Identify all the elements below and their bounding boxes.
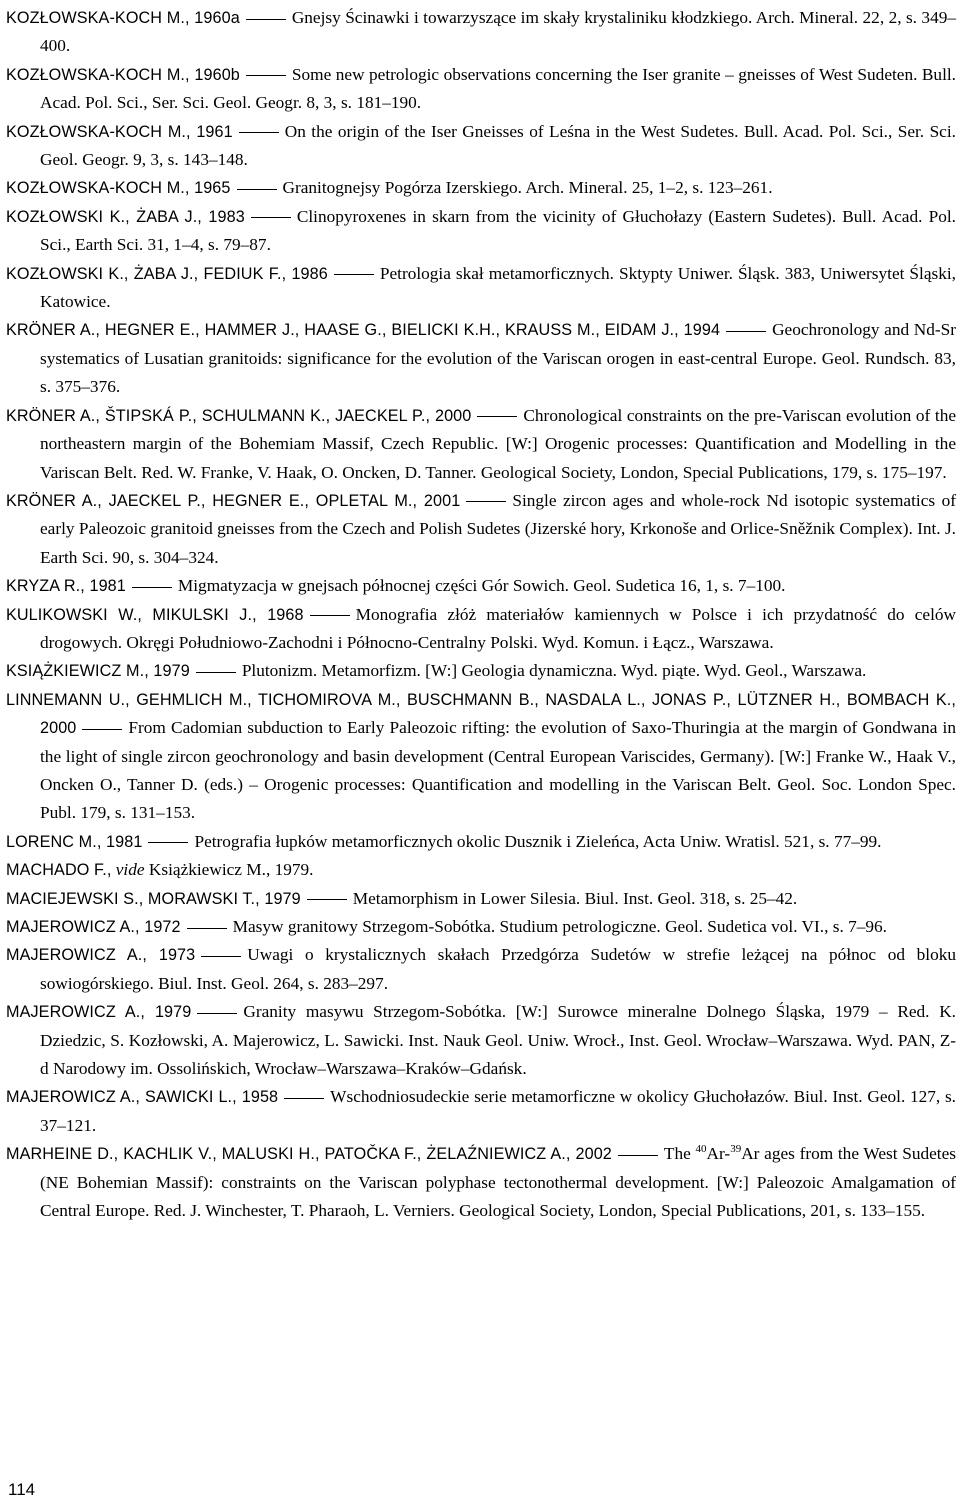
- reference-authors: KRÖNER A., ŠTIPSKÁ P., SCHULMANN K., JAECKEL P.: [6, 406, 426, 425]
- em-dash: [251, 217, 291, 218]
- reference-text: Petrografia łupków metamorficznych okolic Dusznik i Zieleńca, Acta Uniw. Wratisl. 521, s. 77–99.: [194, 831, 882, 851]
- reference-entry: [6, 203, 956, 260]
- reference-authors: LINNEMANN U., GEHMLICH M., TICHOMIROVA M., BUSCHMANN B., NASDALA L., JONAS P., LÜTZNER H., BOMBACH K.: [6, 690, 952, 709]
- em-dash: [239, 132, 279, 133]
- reference-year: ,: [106, 861, 112, 880]
- superscript-39: 39: [730, 1143, 742, 1156]
- reference-year: , 1983: [197, 207, 245, 226]
- reference-authors: LORENC M.: [6, 832, 97, 851]
- isotope-ar: Ar-: [706, 1144, 731, 1164]
- em-dash: [132, 587, 172, 588]
- reference-text: Petrologia skał metamorficznych. Sktypty Uniwer. Śląsk. 383, Uniwersytet Śląski, Katowice.: [40, 263, 956, 312]
- reference-text: Masyw granitowy Strzegom-Sobótka. Studium petrologiczne. Geol. Sudetica vol. VI., s. 7–96.: [232, 917, 887, 936]
- em-dash: [187, 928, 227, 929]
- reference-year: , 1994: [674, 321, 721, 340]
- reference-entry: [6, 61, 956, 118]
- em-dash: [201, 956, 241, 957]
- reference-year: , 1973: [142, 946, 196, 965]
- reference-vide: vide: [115, 860, 145, 880]
- reference-entry: [6, 118, 956, 175]
- reference-entry: [6, 572, 956, 600]
- reference-text: Książkiewicz M., 1979.: [148, 860, 314, 880]
- reference-text: Some new petrologic observations concerning the Iser granite – gneisses of West Sudeten. Bull. Acad. Pol. Sci., Ser. Sci. Geol. Geogr. 8, 3, s. 181–190.: [40, 64, 956, 113]
- em-dash: [246, 19, 286, 20]
- reference-year: , 1960a: [184, 9, 240, 27]
- reference-year: , 1972: [135, 918, 181, 936]
- reference-text: Ar ages from the West Sudetes (NE Bohemian Massif): constraints on the Variscan polyphase tectonothermal development. [W:] Paleozoic Amalgamation of Central Europe. Red. J. Winchester, T. Pharaoh, L. Verniers. Geological Society, London, Special Publications, 201, s. 133–155.: [40, 1144, 957, 1221]
- em-dash: [477, 416, 517, 417]
- reference-authors: MACHADO F.: [6, 861, 107, 880]
- reference-authors: KRYZA R.: [6, 577, 81, 596]
- reference-year: , 2002: [565, 1145, 612, 1164]
- reference-entry: [6, 174, 956, 202]
- reference-authors: MARHEINE D., KACHLIK V., MALUSKI H., PATOČKA F., ŻELAŹNIEWICZ A.: [6, 1145, 566, 1164]
- reference-authors: KOZŁOWSKA-KOCH M.: [6, 122, 186, 141]
- reference-entry: [6, 885, 956, 913]
- reference-entry: [6, 686, 956, 828]
- reference-authors: KOZŁOWSKI K., ŻABA J., FEDIUK F.: [6, 264, 282, 283]
- reference-authors: KULIKOWSKI W., MIKULSKI J.: [6, 605, 253, 624]
- reference-year: , 2000: [425, 406, 472, 425]
- em-dash: [82, 729, 122, 730]
- reference-authors: MACIEJEWSKI S., MORAWSKI T.: [6, 889, 256, 908]
- reference-authors: KSIĄŻKIEWICZ M.: [6, 662, 145, 681]
- reference-text: Granity masywu Strzegom-Sobótka. [W:] Surowce mineralne Dolnego Śląska, 1979 – Red. K. Dziedzic, S. Kozłowski, A. Majerowicz, L. Sawicki. Inst. Nauk Geol. Uniw. Wrocł., Inst. Geol. Wrocław–Warszawa. Wyd. PAN, Z-d Narodowy im. Ossolińskich, Wrocław–Warszawa–Kraków–Gdańsk.: [40, 1002, 957, 1079]
- reference-text: Migmatyzacja w gnejsach północnej części Gór Sowich. Geol. Sudetica 16, 1, s. 7–100.: [177, 576, 786, 596]
- reference-entry: [6, 657, 956, 685]
- reference-year: , 1958: [232, 1088, 279, 1107]
- reference-entry: [6, 601, 956, 658]
- reference-text: Wschodniosudeckie serie metamorficzne w okolicy Głuchołazów. Biul. Inst. Geol. 127, s. 37–121.: [40, 1087, 956, 1135]
- reference-year: , 1965: [184, 179, 231, 198]
- reference-authors: KOZŁOWSKA-KOCH M.: [6, 65, 186, 84]
- reference-text: Single zircon ages and whole-rock Nd isotopic systematics of early Paleozoic granitoid gneisses from the Czech and Polish Sudetes (Jizerské hory, Krkonoše and Orlice-Sněžnik Complex). Int. J. Earth Sci. 90, s. 304–324.: [40, 490, 956, 567]
- reference-year: , 1979: [144, 662, 190, 681]
- reference-entry: [6, 941, 956, 998]
- reference-year: , 2001: [412, 491, 461, 510]
- page-number: 114: [8, 1480, 36, 1499]
- reference-text: Chronological constraints on the pre-Variscan evolution of the northeastern margin of the Bohemiam Massif, Czech Republic. [W:] Orogenic processes: Quantification and Modelling in the Variscan Belt. Red. W. Franke, V. Haak, O. Oncken, D. Tanner. Geological Society, London, Special Publications, 179, s. 175–197.: [40, 405, 957, 482]
- reference-text: Plutonizm. Metamorfizm. [W:] Geologia dynamiczna. Wyd. piąte. Wyd. Geol., Warszawa.: [241, 661, 867, 681]
- reference-entry: [6, 1083, 956, 1140]
- reference-text: Geochronology and Nd-Sr systematics of Lusatian granitoids: significance for the evolution of the Variscan orogen in east-central Europe. Geol. Rundsch. 83, s. 375–376.: [40, 320, 956, 397]
- reference-year: , 1981: [96, 832, 143, 851]
- reference-year: , 1979: [255, 889, 301, 908]
- reference-entry: [6, 316, 956, 401]
- reference-year: , 1981: [80, 577, 126, 596]
- em-dash: [237, 189, 277, 190]
- reference-text: Granitognejsy Pogórza Izerskiego. Arch. Mineral. 25, 1–2, s. 123–261.: [282, 178, 773, 198]
- em-dash: [334, 274, 374, 275]
- reference-year: , 1979: [140, 1003, 192, 1022]
- reference-entry: [6, 260, 956, 317]
- em-dash: [310, 615, 350, 616]
- reference-authors: MAJEROWICZ A., SAWICKI L.: [6, 1088, 233, 1107]
- reference-text: From Cadomian subduction to Early Paleozoic rifting: the evolution of Saxo-Thuringia at the margin of Gondwana in the light of single zircon geochronology and basin development (Central European Variscides, Germany). [W:] Franke W., Haak V., Oncken O., Tanner D. (eds.) – Orogenic processes: Quantification and modelling in the Variscan Belt. Geol. Soc. London Spec. Publ. 179, s. 131–153.: [40, 718, 956, 823]
- reference-entry: [6, 487, 956, 572]
- reference-year: , 1968: [252, 605, 304, 624]
- reference-year: , 2000: [40, 690, 956, 738]
- reference-entry: [6, 4, 956, 61]
- reference-entry: [6, 402, 956, 487]
- reference-year: , 1986: [281, 264, 328, 283]
- reference-text: Gnejsy Ścinawki i towarzyszące im skały krystaliniku kłodzkiego. Arch. Mineral. 22, 2, s. 349–400.: [40, 8, 956, 56]
- reference-year: , 1960b: [185, 65, 240, 84]
- em-dash: [148, 842, 188, 843]
- reference-entry: [6, 828, 956, 856]
- reference-entry: [6, 998, 956, 1083]
- reference-text-prefix: The: [663, 1144, 691, 1164]
- reference-authors: KRÖNER A., JAECKEL P., HEGNER E., OPLETAL M.: [6, 491, 413, 510]
- reference-authors: MAJEROWICZ A.: [6, 918, 136, 936]
- em-dash: [726, 331, 766, 332]
- reference-entry: [6, 856, 956, 884]
- reference-authors: KRÖNER A., HEGNER E., HAMMER J., HAASE G., BIELICKI K.H., KRAUSS M., EIDAM J.: [6, 321, 675, 340]
- reference-authors: KOZŁOWSKA-KOCH M.: [6, 9, 185, 27]
- reference-text: Clinopyroxenes in skarn from the vicinity of Głuchołazy (Eastern Sudetes). Bull. Acad. Pol. Sci., Earth Sci. 31, 1–4, s. 79–87.: [40, 206, 956, 255]
- em-dash: [246, 75, 286, 76]
- reference-text: On the origin of the Iser Gneisses of Leśna in the West Sudetes. Bull. Acad. Pol. Sci., Ser. Sci. Geol. Geogr. 9, 3, s. 143–148.: [40, 121, 956, 170]
- em-dash: [197, 1013, 237, 1014]
- em-dash: [196, 672, 236, 673]
- reference-text: Uwagi o krystalicznych skałach Przedgórza Sudetów w strefie leżącej na północ od bloku sowiogórskiego. Biul. Inst. Geol. 264, s. 283–297.: [40, 945, 956, 993]
- reference-year: , 1961: [186, 122, 233, 141]
- reference-authors: KOZŁOWSKA-KOCH M.: [6, 179, 185, 198]
- em-dash: [284, 1098, 324, 1099]
- em-dash: [307, 899, 347, 900]
- reference-entry: [6, 913, 956, 941]
- reference-authors: KOZŁOWSKI K., ŻABA J.: [6, 207, 198, 226]
- em-dash: [618, 1155, 658, 1156]
- reference-authors: MAJEROWICZ A.: [6, 946, 143, 965]
- reference-list: [6, 4, 956, 1225]
- reference-authors: MAJEROWICZ A.: [6, 1003, 141, 1022]
- em-dash: [466, 501, 506, 502]
- superscript-40: 40: [695, 1143, 707, 1156]
- reference-text: Metamorphism in Lower Silesia. Biul. Inst. Geol. 318, s. 25–42.: [352, 888, 798, 908]
- reference-entry: [6, 1140, 956, 1225]
- reference-text: Monografia złóż materiałów kamiennych w Polsce i ich przydatność do celów drogowych. Okręgi Południowo-Zachodni i Północno-Centralny Polski. Wyd. Komun. i Łącz., Warszawa.: [40, 604, 956, 652]
